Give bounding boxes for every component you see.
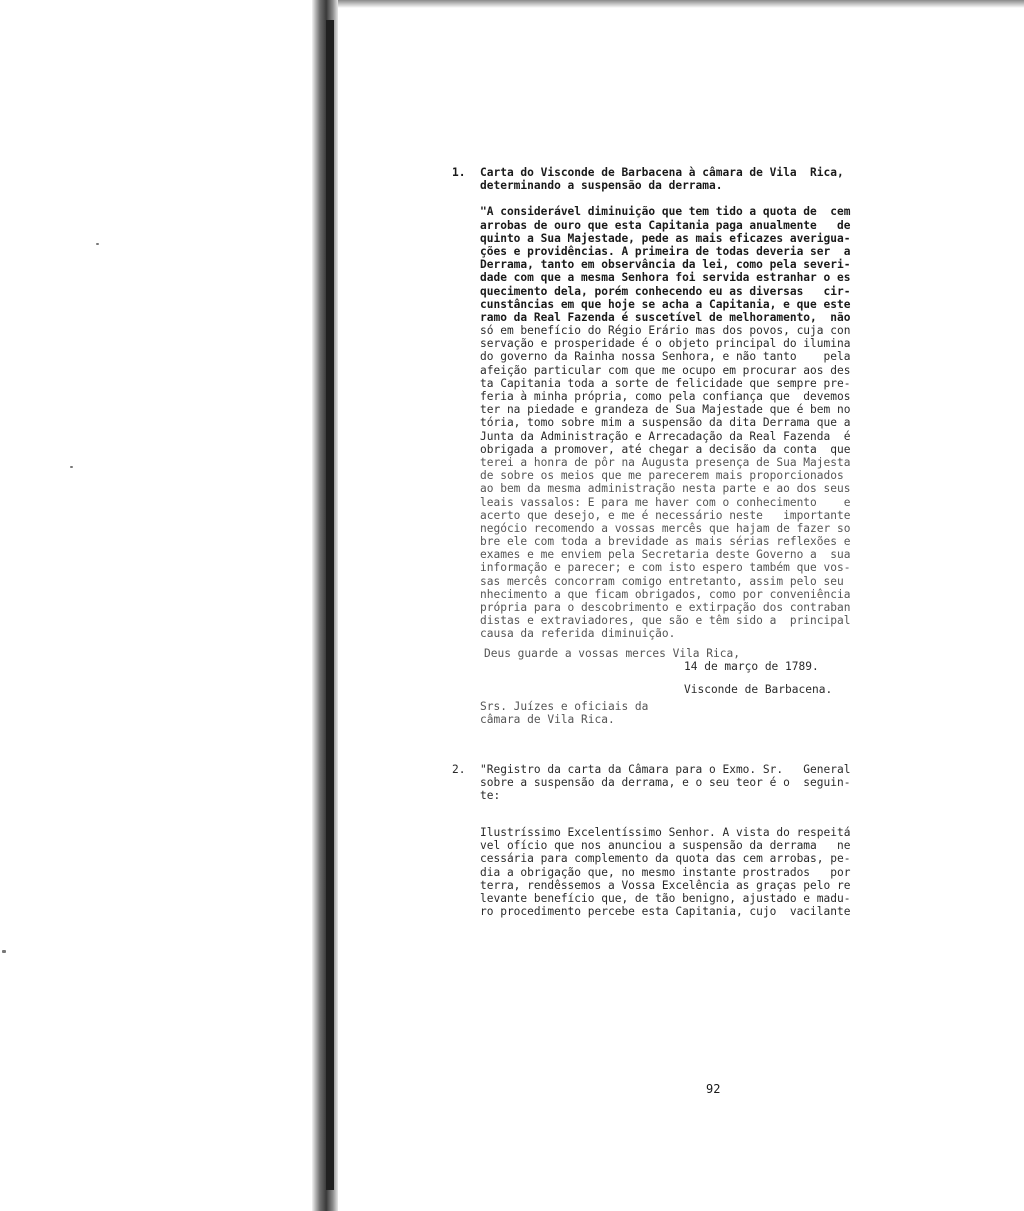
- letter-line: feria à minha própria, como pela confiança que devemos: [480, 390, 851, 403]
- item-2-letter-body: [452, 826, 972, 918]
- letter-line: obrigada a promover, até chegar a decisão da conta que: [480, 442, 851, 456]
- letter-line: afeição particular com que me ocupo em procurar aos des: [480, 363, 851, 377]
- letter-line: dia a obrigação que, no mesmo instante prostrados por: [480, 865, 851, 879]
- item-2-number: 2.: [452, 762, 466, 776]
- item-2-title-line: sobre a suspensão da derrama, e o seu teor é o seguin-: [480, 775, 851, 789]
- scan-speck: [96, 243, 99, 245]
- scan-speck: [70, 466, 73, 468]
- letter-line: ao bem da mesma administração nesta parte e ao dos seus: [480, 482, 851, 496]
- letter-line: informação e parecer; e com isto espero também que vos-: [480, 561, 851, 575]
- letter-addressee: [452, 700, 972, 726]
- item-1-heading: [452, 166, 972, 192]
- letter-line: só em benefício do Régio Erário mas dos povos, cuja con: [480, 324, 851, 338]
- letter-line: dade com que a mesma Senhora foi servida estranhar o es: [480, 271, 851, 285]
- letter-line: quinto a Sua Majestade, pede as mais eficazes averigua-: [480, 231, 851, 245]
- book-spine-shadow: [312, 0, 338, 1211]
- addressee-line: câmara de Vila Rica.: [480, 713, 615, 727]
- letter-line: negócio recomendo a vossas mercês que hajam de fazer so: [480, 521, 851, 535]
- letter-line: distas e extraviadores, que são e têm sido a principal: [480, 614, 851, 628]
- item-1-title-line: determinando a suspensão da derrama.: [480, 179, 723, 193]
- letter-line: ramo da Real Fazenda é suscetível de melhoramento, não: [480, 310, 851, 324]
- letter-line: leais vassalos: E para me haver com o conhecimento e: [480, 495, 851, 509]
- item-2-title-line: "Registro da carta da Câmara para o Exmo. Sr. General: [480, 762, 851, 776]
- letter-line: bre ele com toda a brevidade as mais sérias reflexões e: [480, 535, 851, 549]
- signature-line: Visconde de Barbacena.: [684, 682, 833, 696]
- letter-line: cessária para complemento da quota das cem arrobas, pe-: [480, 852, 851, 866]
- letter-line: terra, rendêssemos a Vossa Excelência as graças pelo re: [480, 878, 851, 892]
- letter-line: ter na piedade e grandeza de Sua Majestade que é bem no: [480, 403, 851, 417]
- letter-date: [452, 660, 972, 673]
- letter-line: vel ofício que nos anunciou a suspensão da derrama ne: [480, 839, 851, 853]
- addressee-line: Srs. Juízes e oficiais da: [480, 700, 649, 714]
- book-gutter: [326, 20, 334, 1190]
- letter-line: quecimento dela, porém conhecendo eu as diversas cir-: [480, 284, 851, 298]
- letter-line: ro procedimento percebe esta Capitania, cujo vacilante: [480, 905, 851, 919]
- left-page-margin: [0, 0, 318, 1211]
- page-content: [452, 166, 972, 918]
- letter-line: ções e providências. A primeira de todas deveria ser a: [480, 244, 851, 258]
- letter-line: tória, tomo sobre mim a suspensão da dita Derrama que a: [480, 416, 851, 430]
- page-number: 92: [706, 1082, 721, 1096]
- letter-line: acerto que desejo, e me é necessário neste importante: [480, 508, 851, 522]
- closing-line: Deus guarde a vossas merces Vila Rica,: [484, 646, 740, 660]
- letter-line: Derrama, tanto em observância da lei, como pela severi-: [480, 258, 851, 272]
- item-2-title-line: te:: [480, 788, 501, 802]
- page-top-edge: [338, 0, 1024, 8]
- letter-line: levante benefício que, de tão benigno, ajustado e madu-: [480, 892, 851, 905]
- letter-line: nhecimento a que ficam obrigados, como por conveniência: [480, 587, 851, 601]
- item-2-heading: [452, 763, 972, 803]
- letter-line: exames e me enviem pela Secretaria deste Governo a sua: [480, 548, 851, 562]
- date-line: 14 de março de 1789.: [684, 659, 819, 673]
- item-1-title-line: Carta do Visconde de Barbacena à câmara de Vila Rica,: [480, 166, 844, 179]
- item-1-letter-body: [452, 205, 972, 640]
- letter-line: cunstâncias em que hoje se acha a Capitania, e que este: [480, 297, 851, 311]
- letter-line: do governo da Rainha nossa Senhora, e não tanto pela: [480, 350, 851, 364]
- letter-line: "A considerável diminuição que tem tido a quota de cem: [480, 205, 851, 219]
- scan-speck: [2, 950, 6, 953]
- letter-line: própria para o descobrimento e extirpação dos contraban: [480, 601, 851, 614]
- letter-line: Ilustríssimo Excelentíssimo Senhor. A vista do respeitá: [480, 826, 851, 840]
- letter-signature: [452, 683, 972, 696]
- letter-line: terei a honra de pôr na Augusta presença de Sua Majesta: [480, 455, 851, 469]
- letter-line: causa da referida diminuição.: [480, 627, 676, 641]
- letter-line: ta Capitania toda a sorte de felicidade que sempre pre-: [480, 376, 851, 390]
- item-1-number: 1.: [452, 166, 466, 179]
- letter-line: arrobas de ouro que esta Capitania paga anualmente de: [480, 218, 851, 232]
- letter-line: servação e prosperidade é o objeto principal do ilumina: [480, 337, 851, 351]
- letter-line: de sobre os meios que me parecerem mais proporcionados: [480, 469, 844, 483]
- letter-closing: [452, 647, 972, 660]
- letter-line: Junta da Administração e Arrecadação da Real Fazenda é: [480, 429, 851, 443]
- letter-line: sas mercês concorram comigo entretanto, assim pelo seu: [480, 574, 844, 588]
